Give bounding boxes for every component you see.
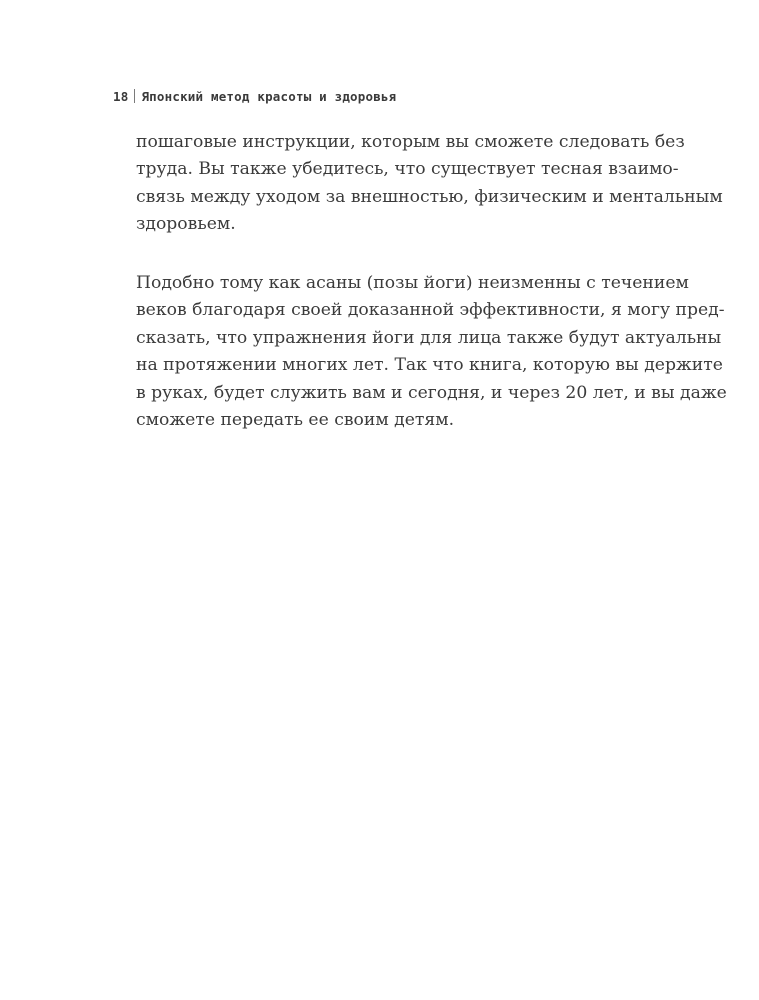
text-line: сказать, что упражнения йоги для лица также будут актуальны xyxy=(136,327,722,348)
header-divider xyxy=(134,89,135,103)
text-line: в руках, будет служить вам и сегодня, и через 20 лет, и вы даже xyxy=(136,382,727,403)
text-line: связь между уходом за внешностью, физическим и ментальным xyxy=(136,186,723,207)
paragraph-2 xyxy=(136,270,727,434)
text-line: пошаговые инструкции, которым вы сможете следовать без xyxy=(136,132,685,152)
text-line: на протяжении многих лет. Так что книга, которую вы держите xyxy=(136,355,723,376)
text-line: Подобно тому как асаны (позы йоги) неизменны с течением xyxy=(136,273,689,293)
book-title: Японский метод красоты и здоровья xyxy=(141,89,397,104)
text-line: труда. Вы также убедитесь, что существует тесная взаимо- xyxy=(136,159,679,180)
page-number: 18 xyxy=(113,89,129,104)
text-line: веков благодаря своей доказанной эффективности, я могу пред- xyxy=(136,300,725,321)
paragraph-1 xyxy=(136,129,723,239)
running-header xyxy=(113,88,396,106)
text-line: сможете передать ее своим детям. xyxy=(136,410,455,431)
text-line: здоровьем. xyxy=(136,214,236,235)
